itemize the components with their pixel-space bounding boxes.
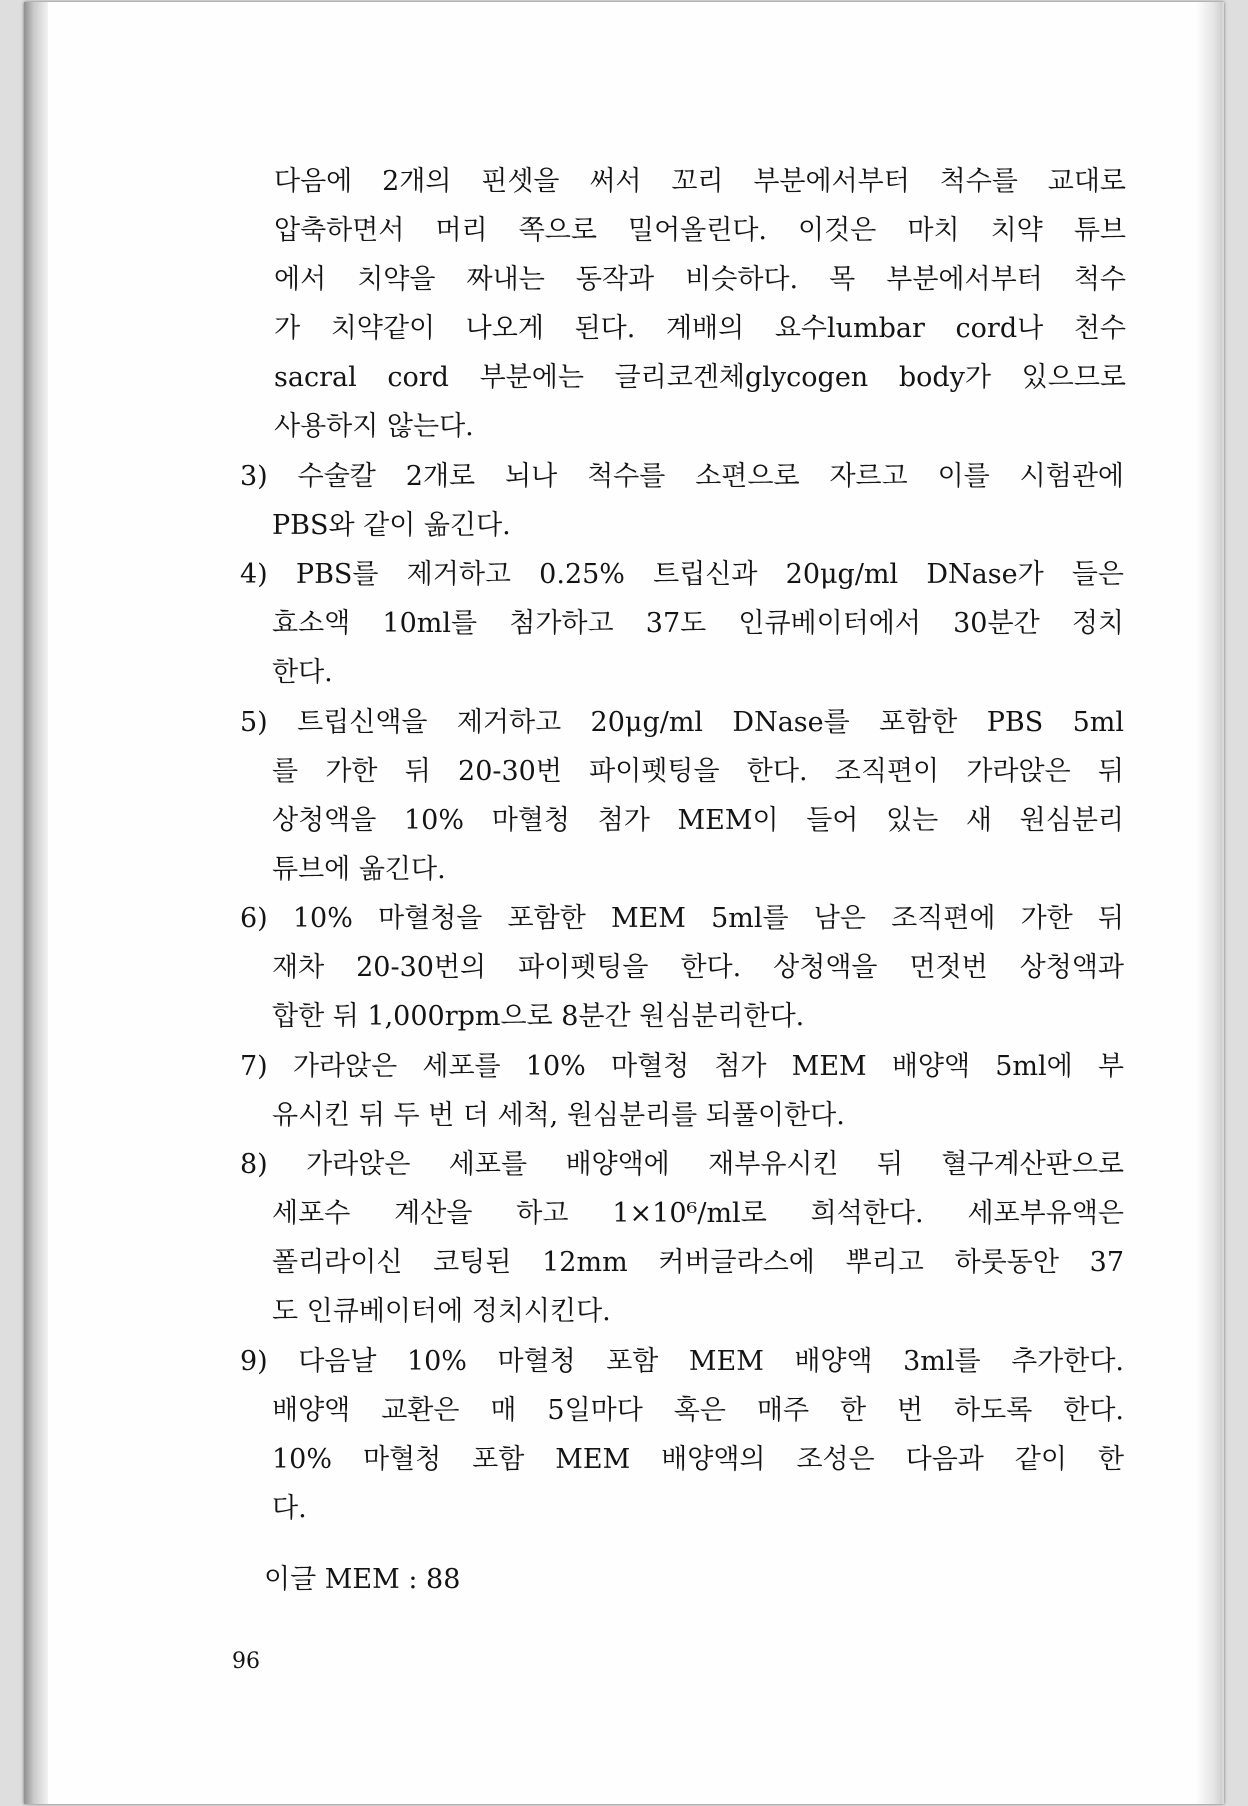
book-spine — [24, 2, 48, 1804]
step-line: 도 인큐베이터에 정치시킨다. — [272, 1296, 611, 1327]
step-line: 를 가한 뒤 20-30번 파이펫팅을 한다. 조직편이 가라앉은 뒤 — [272, 756, 1124, 787]
step-line: 튜브에 옮긴다. — [272, 854, 446, 885]
page-edge — [1196, 2, 1222, 1804]
step-line: 폴리라이신 코팅된 12mm 커버글라스에 뿌리고 하룻동안 37 — [272, 1247, 1124, 1278]
step-line: 유시킨 뒤 두 번 더 세척, 원심분리를 되풀이한다. — [272, 1100, 845, 1131]
step-line: 10% 마혈청 포함 MEM 배양액의 조성은 다음과 같이 한 — [272, 1444, 1124, 1475]
text-line: 다음에 2개의 핀셋을 써서 꼬리 부분에서부터 척수를 교대로 — [274, 166, 1126, 197]
text-line: 압축하면서 머리 쪽으로 밀어올린다. 이것은 마치 치약 튜브 — [274, 215, 1126, 246]
text-line: 사용하지 않는다. — [274, 411, 474, 442]
step-line: 3) 수술칼 2개로 뇌나 척수를 소편으로 자르고 이를 시험관에 — [240, 461, 1124, 492]
step-line: 8) 가라앉은 세포를 배양액에 재부유시킨 뒤 혈구계산판으로 — [240, 1149, 1124, 1180]
text-line: sacral cord 부분에는 글리코겐체glycogen body가 있으므로 — [274, 362, 1126, 393]
step-line: 5) 트립신액을 제거하고 20μg/ml DNase를 포함한 PBS 5ml — [240, 707, 1124, 738]
step-line: 9) 다음날 10% 마혈청 포함 MEM 배양액 3ml를 추가한다. — [240, 1346, 1124, 1377]
step-line: 한다. — [272, 657, 333, 688]
step-line: 다. — [272, 1493, 307, 1524]
text-line: 에서 치약을 짜내는 동작과 비슷하다. 목 부분에서부터 척수 — [274, 264, 1126, 295]
step-line: 합한 뒤 1,000rpm으로 8분간 원심분리한다. — [272, 1001, 805, 1032]
composition-line: 이글 MEM : 88 — [264, 1564, 461, 1595]
text-line: 가 치약같이 나오게 된다. 계배의 요수lumbar cord나 천수 — [274, 313, 1126, 344]
step-line: 배양액 교환은 매 5일마다 혹은 매주 한 번 하도록 한다. — [272, 1395, 1124, 1426]
step-line: 효소액 10ml를 첨가하고 37도 인큐베이터에서 30분간 정치 — [272, 608, 1124, 639]
step-line: 세포수 계산을 하고 1×10⁶/ml로 희석한다. 세포부유액은 — [272, 1198, 1124, 1229]
step-line: 재차 20-30번의 파이펫팅을 한다. 상청액을 먼젓번 상청액과 — [272, 952, 1124, 983]
step-line: 상청액을 10% 마혈청 첨가 MEM이 들어 있는 새 원심분리 — [272, 805, 1124, 836]
step-line: PBS와 같이 옮긴다. — [272, 510, 511, 541]
page-number: 96 — [232, 1649, 260, 1674]
step-line: 6) 10% 마혈청을 포함한 MEM 5ml를 남은 조직편에 가한 뒤 — [240, 903, 1124, 934]
step-line: 4) PBS를 제거하고 0.25% 트립신과 20μg/ml DNase가 들은 — [240, 559, 1124, 590]
step-line: 7) 가라앉은 세포를 10% 마혈청 첨가 MEM 배양액 5ml에 부 — [240, 1051, 1124, 1082]
